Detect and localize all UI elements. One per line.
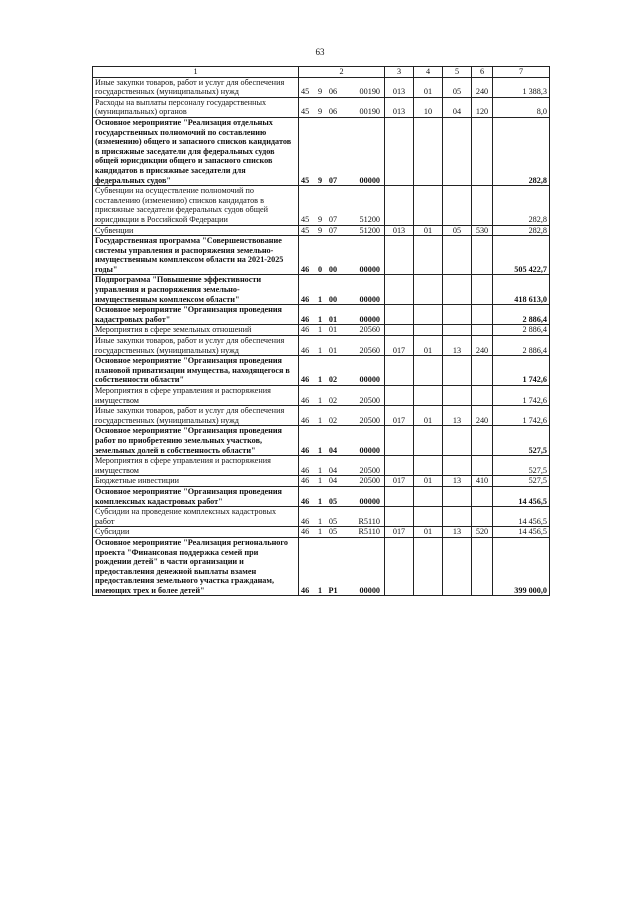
row-expense-type-cell: 520 — [472, 527, 493, 538]
row-name-cell: Основное мероприятие "Организация проведения плановой приватизации имущества, находящегося в собственности области" — [93, 356, 299, 386]
target-code — [301, 215, 382, 225]
code-part: 45 — [301, 214, 310, 224]
table-row — [93, 325, 550, 336]
code-part: 20560 — [359, 325, 380, 335]
row-subsection-cell — [443, 325, 472, 336]
target-code — [301, 396, 382, 406]
row-amount-cell: 505 422,7 — [493, 236, 550, 275]
code-part: 07 — [328, 225, 338, 235]
row-name-cell: Субвенции на осуществление полномочий по составлению (изменению) списков кандидатов в присяжные заседатели федеральных судов общей юрисдикции в Российской Федерации — [93, 186, 299, 225]
row-amount-cell: 1 388,3 — [493, 77, 550, 97]
row-expense-type-cell — [472, 305, 493, 325]
code-part: 46 — [301, 527, 310, 537]
row-section-cell — [414, 275, 443, 305]
row-name-cell: Государственная программа "Совершенствование системы управления и распоряжения земельно-имущественным комплексом области на 2021-2025 годы" — [93, 236, 299, 275]
row-code-cell — [299, 456, 385, 476]
target-code — [301, 107, 382, 117]
table-row — [93, 236, 550, 275]
row-subsection-cell — [443, 426, 472, 456]
code-part: 1 — [317, 375, 323, 385]
row-amount-cell: 1 742,6 — [493, 386, 550, 406]
code-part: 02 — [328, 395, 338, 405]
row-code-cell — [299, 426, 385, 456]
row-amount-cell: 14 456,5 — [493, 527, 550, 538]
code-part: 00 — [328, 294, 338, 304]
code-part: 04 — [328, 445, 338, 455]
row-ministry-cell — [385, 486, 414, 506]
row-subsection-cell — [443, 537, 472, 596]
row-amount-cell: 527,5 — [493, 426, 550, 456]
header-cell: 5 — [443, 67, 472, 78]
row-ministry-cell: 013 — [385, 77, 414, 97]
code-part: 1 — [317, 345, 323, 355]
budget-table — [92, 66, 550, 596]
code-part: 00000 — [359, 445, 380, 455]
code-part: 00190 — [359, 87, 380, 97]
row-ministry-cell: 017 — [385, 476, 414, 487]
table-row — [93, 97, 550, 117]
row-ministry-cell — [385, 456, 414, 476]
code-part: R5110 — [358, 516, 380, 526]
code-part: R5110 — [358, 527, 380, 537]
row-amount-cell: 14 456,5 — [493, 486, 550, 506]
row-subsection-cell: 13 — [443, 406, 472, 426]
target-code — [301, 265, 382, 275]
target-code — [301, 476, 382, 486]
row-section-cell — [414, 486, 443, 506]
code-part: 05 — [328, 527, 338, 537]
code-part: 01 — [328, 325, 338, 335]
code-part: 20500 — [359, 465, 380, 475]
code-part: 9 — [317, 87, 323, 97]
row-ministry-cell: 013 — [385, 225, 414, 236]
row-expense-type-cell — [472, 426, 493, 456]
target-code — [301, 517, 382, 527]
row-ministry-cell — [385, 275, 414, 305]
row-name-cell: Основное мероприятие "Реализация отдельных государственных полномочий по составлению (изменению) общего и запасного списков кандидатов в присяжные заседатели для федеральных судов общей юрисдикции общего и запасного списков кандидатов в присяжные заседатели для федеральных судов" — [93, 117, 299, 185]
table-row — [93, 406, 550, 426]
table-row — [93, 537, 550, 596]
code-part: 9 — [317, 175, 323, 185]
row-section-cell — [414, 426, 443, 456]
code-part: 00000 — [359, 375, 380, 385]
row-amount-cell: 527,5 — [493, 456, 550, 476]
row-ministry-cell: 017 — [385, 527, 414, 538]
table-row — [93, 225, 550, 236]
code-part: 00000 — [359, 264, 380, 274]
row-subsection-cell — [443, 356, 472, 386]
table-row — [93, 305, 550, 325]
row-name-cell: Мероприятия в сфере земельных отношений — [93, 325, 299, 336]
row-ministry-cell — [385, 305, 414, 325]
table-row — [93, 456, 550, 476]
row-subsection-cell — [443, 386, 472, 406]
code-part: 1 — [317, 465, 323, 475]
code-part: 1 — [317, 585, 323, 595]
code-part: 46 — [301, 314, 310, 324]
row-section-cell — [414, 236, 443, 275]
header-cell: 7 — [493, 67, 550, 78]
row-section-cell — [414, 117, 443, 185]
header-cell: 1 — [93, 67, 299, 78]
header-row — [93, 67, 550, 78]
code-part: 46 — [301, 415, 310, 425]
row-subsection-cell: 04 — [443, 97, 472, 117]
code-part: 01 — [328, 345, 338, 355]
code-part: 1 — [317, 445, 323, 455]
row-subsection-cell — [443, 117, 472, 185]
code-part: 9 — [317, 214, 323, 224]
row-ministry-cell: 017 — [385, 336, 414, 356]
code-part: 46 — [301, 585, 310, 595]
row-code-cell — [299, 225, 385, 236]
row-expense-type-cell: 240 — [472, 406, 493, 426]
row-expense-type-cell — [472, 186, 493, 225]
row-subsection-cell: 13 — [443, 336, 472, 356]
row-code-cell — [299, 77, 385, 97]
row-subsection-cell — [443, 507, 472, 527]
code-part: 45 — [301, 175, 310, 185]
row-amount-cell: 1 742,6 — [493, 356, 550, 386]
table-row — [93, 275, 550, 305]
header-cell: 4 — [414, 67, 443, 78]
table-row — [93, 336, 550, 356]
header-cell: 3 — [385, 67, 414, 78]
row-subsection-cell — [443, 456, 472, 476]
row-code-cell — [299, 406, 385, 426]
code-part: 46 — [301, 465, 310, 475]
row-code-cell — [299, 356, 385, 386]
row-subsection-cell — [443, 305, 472, 325]
target-code — [301, 586, 382, 596]
table-row — [93, 386, 550, 406]
row-name-cell: Подпрограмма "Повышение эффективности управления и распоряжения земельно-имущественным комплексом области" — [93, 275, 299, 305]
row-expense-type-cell — [472, 537, 493, 596]
code-part: 1 — [317, 314, 323, 324]
row-ministry-cell — [385, 507, 414, 527]
code-part: 02 — [328, 415, 338, 425]
row-expense-type-cell — [472, 117, 493, 185]
code-part: 46 — [301, 445, 310, 455]
target-code — [301, 346, 382, 356]
code-part: 46 — [301, 294, 310, 304]
code-part: 00190 — [359, 107, 380, 117]
target-code — [301, 466, 382, 476]
row-expense-type-cell: 410 — [472, 476, 493, 487]
target-code — [301, 375, 382, 385]
code-part: 45 — [301, 225, 310, 235]
code-part: 06 — [328, 87, 338, 97]
row-amount-cell: 282,8 — [493, 117, 550, 185]
table-row — [93, 426, 550, 456]
header-cell: 2 — [299, 67, 385, 78]
row-name-cell: Иные закупки товаров, работ и услуг для обеспечения государственных (муниципальных) нужд — [93, 77, 299, 97]
code-part: 20500 — [359, 476, 380, 486]
target-code — [301, 446, 382, 456]
row-section-cell — [414, 325, 443, 336]
row-ministry-cell: 013 — [385, 97, 414, 117]
target-code — [301, 416, 382, 426]
code-part: 00000 — [359, 294, 380, 304]
row-code-cell — [299, 527, 385, 538]
code-part: 04 — [328, 476, 338, 486]
row-section-cell: 01 — [414, 406, 443, 426]
row-ministry-cell — [385, 426, 414, 456]
code-part: 51200 — [359, 225, 380, 235]
row-expense-type-cell — [472, 507, 493, 527]
row-subsection-cell — [443, 486, 472, 506]
row-section-cell: 10 — [414, 97, 443, 117]
row-subsection-cell: 13 — [443, 476, 472, 487]
row-code-cell — [299, 476, 385, 487]
code-part: 01 — [328, 314, 338, 324]
code-part: 45 — [301, 87, 310, 97]
table-row — [93, 476, 550, 487]
row-section-cell: 01 — [414, 225, 443, 236]
row-section-cell — [414, 537, 443, 596]
row-ministry-cell — [385, 537, 414, 596]
row-section-cell: 01 — [414, 77, 443, 97]
table-row — [93, 356, 550, 386]
target-code — [301, 527, 382, 537]
target-code — [301, 497, 382, 507]
code-part: 9 — [317, 225, 323, 235]
row-amount-cell: 2 886,4 — [493, 305, 550, 325]
code-part: 06 — [328, 107, 338, 117]
target-code — [301, 325, 382, 335]
row-name-cell: Расходы на выплаты персоналу государственных (муниципальных) органов — [93, 97, 299, 117]
row-code-cell — [299, 537, 385, 596]
table-row — [93, 507, 550, 527]
code-part: 1 — [317, 476, 323, 486]
row-code-cell — [299, 325, 385, 336]
row-expense-type-cell — [472, 356, 493, 386]
row-code-cell — [299, 97, 385, 117]
row-code-cell — [299, 336, 385, 356]
code-part: 1 — [317, 325, 323, 335]
code-part: 1 — [317, 516, 323, 526]
code-part: 07 — [328, 214, 338, 224]
row-section-cell — [414, 456, 443, 476]
row-subsection-cell: 05 — [443, 77, 472, 97]
row-expense-type-cell — [472, 236, 493, 275]
table-row — [93, 117, 550, 185]
code-part: 46 — [301, 375, 310, 385]
code-part: P1 — [328, 585, 338, 595]
row-code-cell — [299, 305, 385, 325]
target-code — [301, 87, 382, 97]
code-part: 00000 — [359, 496, 380, 506]
code-part: 46 — [301, 476, 310, 486]
code-part: 05 — [328, 516, 338, 526]
row-amount-cell: 2 886,4 — [493, 325, 550, 336]
row-ministry-cell — [385, 325, 414, 336]
row-expense-type-cell — [472, 325, 493, 336]
code-part: 05 — [328, 496, 338, 506]
row-code-cell — [299, 236, 385, 275]
code-part: 00000 — [359, 585, 380, 595]
code-part: 20560 — [359, 345, 380, 355]
row-expense-type-cell: 240 — [472, 336, 493, 356]
code-part: 1 — [317, 415, 323, 425]
row-amount-cell: 527,5 — [493, 476, 550, 487]
row-name-cell: Основное мероприятие "Организация проведения кадастровых работ" — [93, 305, 299, 325]
row-name-cell: Субвенции — [93, 225, 299, 236]
code-part: 46 — [301, 345, 310, 355]
code-part: 00000 — [359, 314, 380, 324]
row-amount-cell: 282,8 — [493, 186, 550, 225]
row-amount-cell: 14 456,5 — [493, 507, 550, 527]
row-amount-cell: 8,0 — [493, 97, 550, 117]
code-part: 0 — [317, 264, 323, 274]
row-name-cell: Субсидии — [93, 527, 299, 538]
target-code — [301, 295, 382, 305]
row-code-cell — [299, 117, 385, 185]
code-part: 46 — [301, 395, 310, 405]
code-part: 07 — [328, 175, 338, 185]
row-section-cell — [414, 305, 443, 325]
row-expense-type-cell — [472, 386, 493, 406]
row-section-cell — [414, 507, 443, 527]
code-part: 46 — [301, 325, 310, 335]
row-amount-cell: 399 000,0 — [493, 537, 550, 596]
target-code — [301, 315, 382, 325]
row-name-cell: Иные закупки товаров, работ и услуг для обеспечения государственных (муниципальных) нужд — [93, 336, 299, 356]
code-part: 20500 — [359, 415, 380, 425]
table-row — [93, 186, 550, 225]
table-row — [93, 486, 550, 506]
code-part: 1 — [317, 294, 323, 304]
row-subsection-cell — [443, 275, 472, 305]
row-expense-type-cell: 240 — [472, 77, 493, 97]
row-amount-cell: 2 886,4 — [493, 336, 550, 356]
row-amount-cell: 1 742,6 — [493, 406, 550, 426]
code-part: 46 — [301, 264, 310, 274]
row-ministry-cell — [385, 386, 414, 406]
row-subsection-cell: 13 — [443, 527, 472, 538]
code-part: 1 — [317, 496, 323, 506]
row-expense-type-cell — [472, 456, 493, 476]
table-row — [93, 527, 550, 538]
row-name-cell: Бюджетные инвестиции — [93, 476, 299, 487]
row-code-cell — [299, 507, 385, 527]
row-expense-type-cell — [472, 275, 493, 305]
target-code — [301, 226, 382, 236]
code-part: 02 — [328, 375, 338, 385]
table-row — [93, 77, 550, 97]
row-amount-cell: 418 613,0 — [493, 275, 550, 305]
row-name-cell: Основное мероприятие "Реализация регионального проекта "Финансовая поддержка семей при рождении детей" в части организации и предоставления денежной выплаты взамен предоставления земельного участка гражданам, имеющих трех и более детей" — [93, 537, 299, 596]
code-part: 20500 — [359, 395, 380, 405]
row-ministry-cell — [385, 117, 414, 185]
code-part: 46 — [301, 516, 310, 526]
code-part: 51200 — [359, 214, 380, 224]
row-name-cell: Мероприятия в сфере управления и распоряжения имуществом — [93, 386, 299, 406]
row-section-cell: 01 — [414, 527, 443, 538]
row-expense-type-cell — [472, 486, 493, 506]
row-name-cell: Основное мероприятие "Организация проведения комплексных кадастровых работ" — [93, 486, 299, 506]
row-ministry-cell — [385, 186, 414, 225]
row-section-cell: 01 — [414, 336, 443, 356]
row-code-cell — [299, 386, 385, 406]
row-ministry-cell — [385, 236, 414, 275]
row-code-cell — [299, 275, 385, 305]
row-section-cell — [414, 356, 443, 386]
page-number: 63 — [315, 47, 325, 57]
row-name-cell: Субсидии на проведение комплексных кадастровых работ — [93, 507, 299, 527]
code-part: 1 — [317, 395, 323, 405]
row-code-cell — [299, 486, 385, 506]
code-part: 46 — [301, 496, 310, 506]
row-subsection-cell — [443, 236, 472, 275]
row-subsection-cell: 05 — [443, 225, 472, 236]
code-part: 45 — [301, 107, 310, 117]
target-code — [301, 176, 382, 186]
code-part: 04 — [328, 465, 338, 475]
row-amount-cell: 282,8 — [493, 225, 550, 236]
row-ministry-cell — [385, 356, 414, 386]
row-code-cell — [299, 186, 385, 225]
code-part: 9 — [317, 107, 323, 117]
row-ministry-cell: 017 — [385, 406, 414, 426]
row-name-cell: Мероприятия в сфере управления и распоряжения имуществом — [93, 456, 299, 476]
row-section-cell — [414, 386, 443, 406]
row-expense-type-cell: 120 — [472, 97, 493, 117]
row-section-cell: 01 — [414, 476, 443, 487]
row-subsection-cell — [443, 186, 472, 225]
row-expense-type-cell: 530 — [472, 225, 493, 236]
code-part: 1 — [317, 527, 323, 537]
row-name-cell: Иные закупки товаров, работ и услуг для обеспечения государственных (муниципальных) нужд — [93, 406, 299, 426]
row-section-cell — [414, 186, 443, 225]
header-cell: 6 — [472, 67, 493, 78]
code-part: 00 — [328, 264, 338, 274]
row-name-cell: Основное мероприятие "Организация проведения работ по приобретению земельных участков, земельных долей в собственность области" — [93, 426, 299, 456]
code-part: 00000 — [359, 175, 380, 185]
